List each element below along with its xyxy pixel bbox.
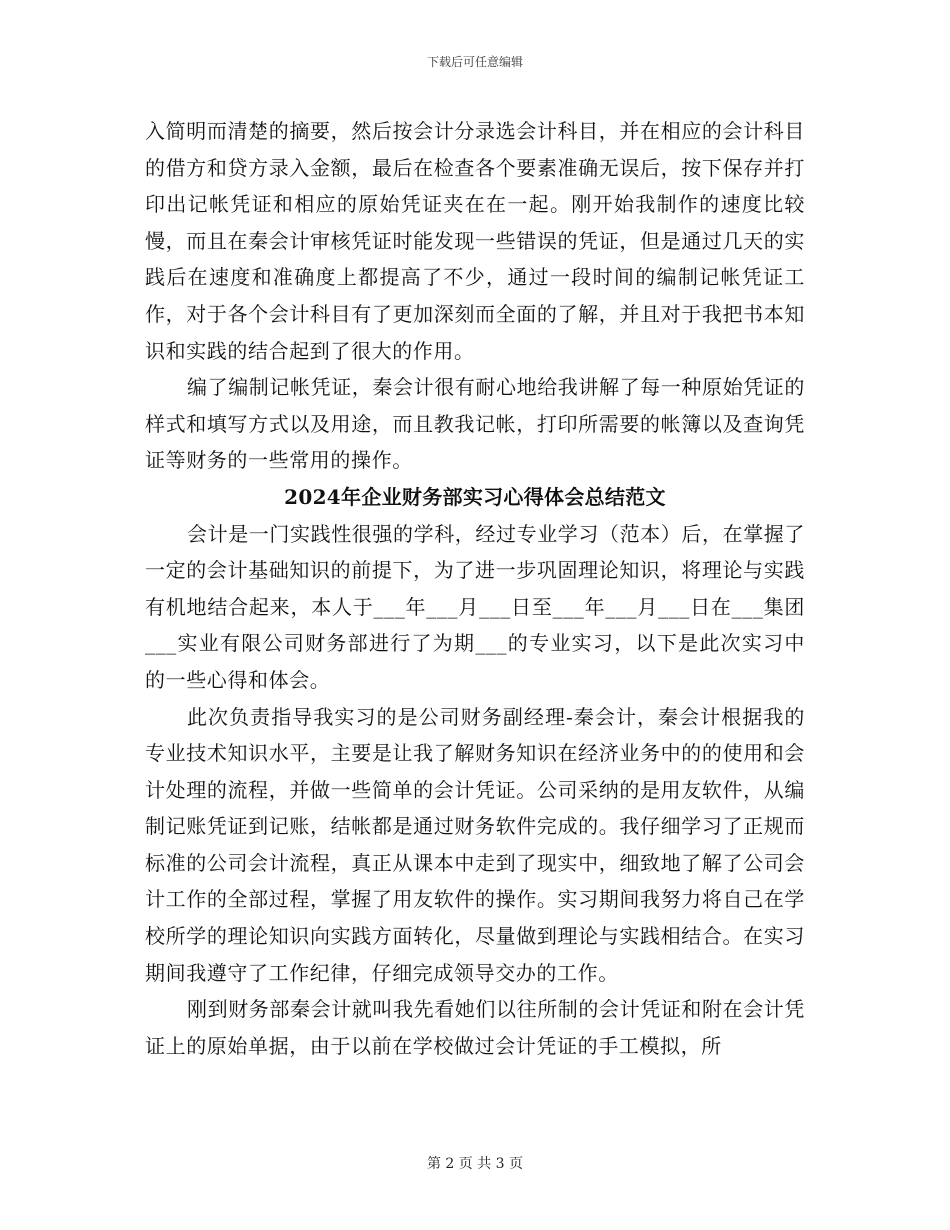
section-title: 2024年企业财务部实习心得体会总结范文 [284, 484, 666, 509]
continued-paragraph: 入简明而清楚的摘要，然后按会计分录选会计科目，并在相应的会计科目的借方和贷方录入金额，最后在检查各个要素准确无误后，按下保存并打印出记帐凭证和相应的原始凭证夹在在一起。刚开始我制作的速度比较慢，而且在秦会计审核凭证时能发现一些错误的凭证，但是通过几天的实践后在速度和准确度上都提高了不少，通过一段时间的编制记帐凭证工作，对于各个会计科目有了更加深刻而全面的了解，并且对于我把书本知识和实践的结合起到了很大的作用。 [145, 119, 805, 363]
page-header: 下载后可任意编辑 [426, 55, 523, 69]
paragraph-first-day: 刚到财务部秦会计就叫我先看她们以往所制的会计凭证和附在会计凭证上的原始单据，由于以前在学校做过会计凭证的手工模拟，所 [145, 997, 805, 1058]
page-number: 第 2 页 共 3 页 [426, 1156, 524, 1172]
document-body [145, 113, 805, 1064]
paragraph-supervisor: 此次负责指导我实习的是公司财务副经理-秦会计，秦会计根据我的专业技术知识水平，主要是让我了解财务知识在经济业务中的的使用和会计处理的流程，并做一些简单的会计凭证。公司采纳的是用友软件，从编制记账凭证到记账，结帐都是通过财务软件完成的。我仔细学习了正规而标准的公司会计流程，真正从课本中走到了现实中，细致地了解了公司会计工作的全部过程，掌握了用友软件的操作。实习期间我努力将自己在学校所学的理论知识向实践方面转化，尽量做到理论与实践相结合。在实习期间我遵守了工作纪律，仔细完成领导交办的工作。 [145, 704, 805, 985]
paragraph-intro: 会计是一门实践性很强的学科，经过专业学习（范本）后，在掌握了一定的会计基础知识的前提下，为了进一步巩固理论知识，将理论与实践有机地结合起来，本人于___年___月___日至___年___月___日在___集团___实业有限公司财务部进行了为期___的专业实习，以下是此次实习中的一些心得和体会。 [145, 521, 805, 692]
paragraph-voucher-explanation: 编了编制记帐凭证，秦会计很有耐心地给我讲解了每一种原始凭证的样式和填写方式以及用途，而且教我记帐，打印所需要的帐簿以及查询凭证等财务的一些常用的操作。 [145, 375, 805, 473]
